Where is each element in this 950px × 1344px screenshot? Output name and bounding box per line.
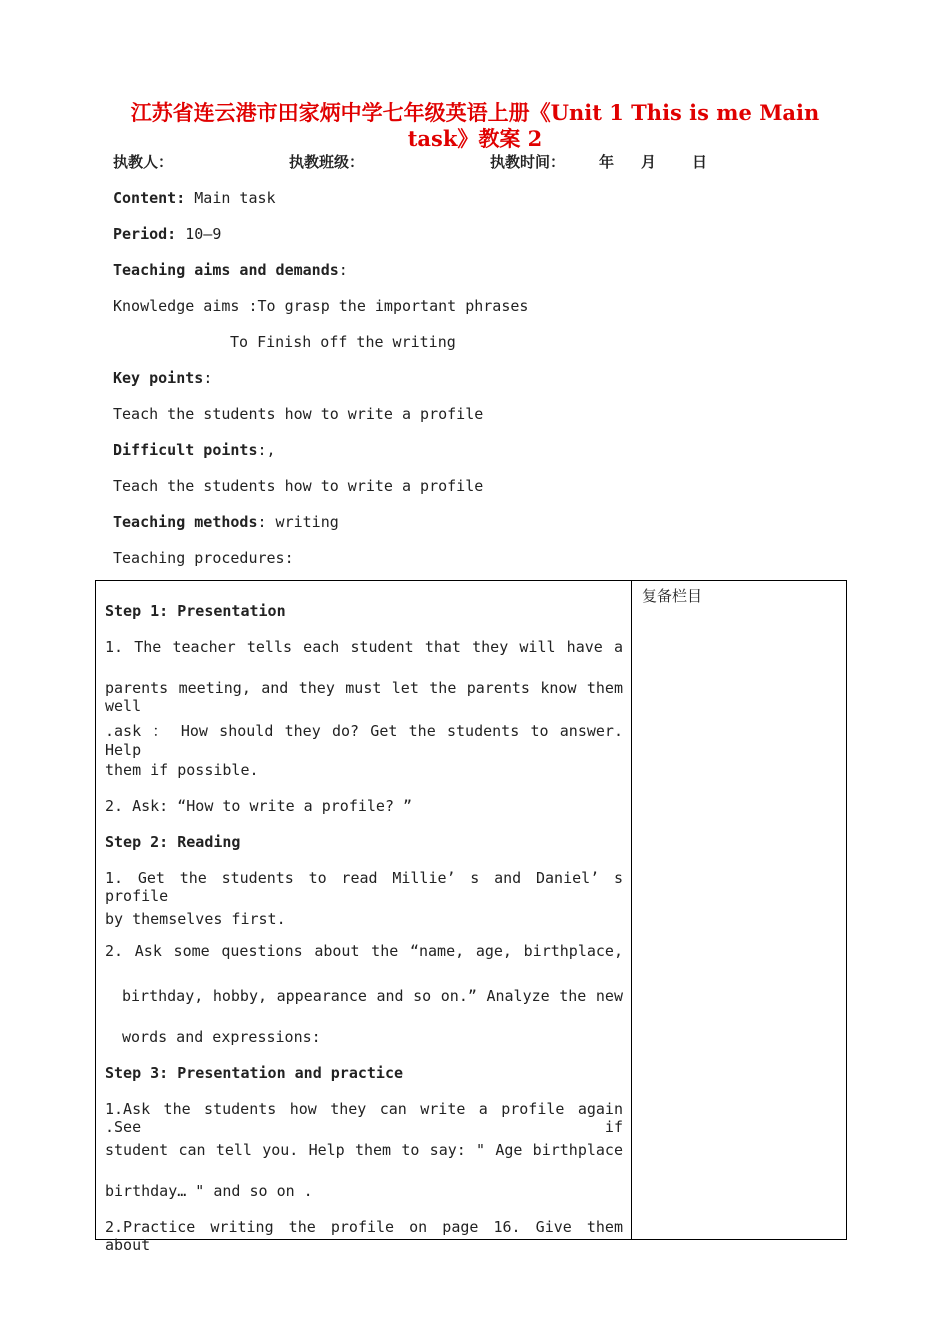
step2-item2-line1: 2. Ask some questions about the “name, age, birthplace, (105, 942, 623, 960)
review-column-label: 复备栏目 (642, 587, 703, 605)
teaching-procedures-label: Teaching procedures: (113, 549, 294, 567)
step3-item2-line1: 2.Practice writing the profile on page 16. Give them about (105, 1218, 623, 1254)
step3-title: Step 3: Presentation and practice (105, 1064, 404, 1082)
content-value: Main task (185, 189, 276, 207)
step3-item1-line2: student can tell you. Help them to say: " Age birthplace (105, 1141, 623, 1159)
key-points-text: Teach the students how to write a profile (113, 405, 484, 423)
teacher-label: 执教人： (113, 153, 174, 171)
step1-item1-line1: 1. The teacher tells each student that they will have a (105, 638, 623, 656)
step2-item1-line2: by themselves first. (105, 910, 286, 928)
key-points-heading (113, 369, 212, 387)
step3-item1-line3: birthday… " and so on . (105, 1182, 313, 1200)
key-points-suffix: : (203, 369, 213, 387)
step3-item1-line1: 1.Ask the students how they can write a profile again .See if (105, 1100, 623, 1136)
teaching-methods-label: Teaching methods (113, 513, 258, 531)
step1-item1-line2: parents meeting, and they must let the parents know them well (105, 679, 623, 715)
month-label: 月 (641, 153, 657, 171)
teaching-methods-value: : writing (257, 513, 339, 531)
step2-item2-line3: words and expressions: (122, 1028, 321, 1046)
document-title (110, 100, 840, 152)
content-line (113, 189, 276, 207)
aims-heading (113, 261, 348, 279)
step2-title: Step 2: Reading (105, 833, 241, 851)
class-label: 执教班级： (289, 153, 365, 171)
aims-suffix: : (338, 261, 348, 279)
key-points-label: Key points (113, 369, 204, 387)
period-label: Period: (113, 225, 177, 243)
teaching-methods-line (113, 513, 339, 531)
period-value: 10—9 (176, 225, 222, 243)
step2-item1-line1: 1. Get the students to read Millie’ s and Daniel’ s profile (105, 869, 623, 905)
procedure-table (95, 580, 847, 1254)
difficult-points-label: Difficult points (113, 441, 258, 459)
table-column-divider (631, 581, 632, 1239)
title-line-1: 江苏省连云港市田家炳中学七年级英语上册《Unit 1 This is me Main (130, 100, 820, 125)
step1-item2: 2. Ask: “How to write a profile? ” (105, 797, 413, 815)
knowledge-aims-line-1: Knowledge aims :To grasp the important phrases (113, 297, 529, 315)
content-label: Content: (113, 189, 186, 207)
step1-title: Step 1: Presentation (105, 602, 286, 620)
difficult-points-text: Teach the students how to write a profile (113, 477, 484, 495)
time-label: 执教时间： (490, 153, 566, 171)
step1-item1-line3: .ask ： How should they do? Get the students to answer. Help (105, 722, 623, 759)
difficult-points-suffix: :, (257, 441, 276, 459)
knowledge-aims-line-2: To Finish off the writing (230, 333, 456, 351)
difficult-points-heading (113, 441, 276, 459)
title-line-2: task》教案 2 (407, 126, 543, 151)
step1-item1-line4: them if possible. (105, 761, 259, 779)
aims-label: Teaching aims and demands (113, 261, 339, 279)
step2-item2-line2: birthday, hobby, appearance and so on.” Analyze the new (122, 987, 623, 1005)
period-line (113, 225, 221, 243)
day-label: 日 (692, 153, 708, 171)
year-label: 年 (599, 153, 615, 171)
